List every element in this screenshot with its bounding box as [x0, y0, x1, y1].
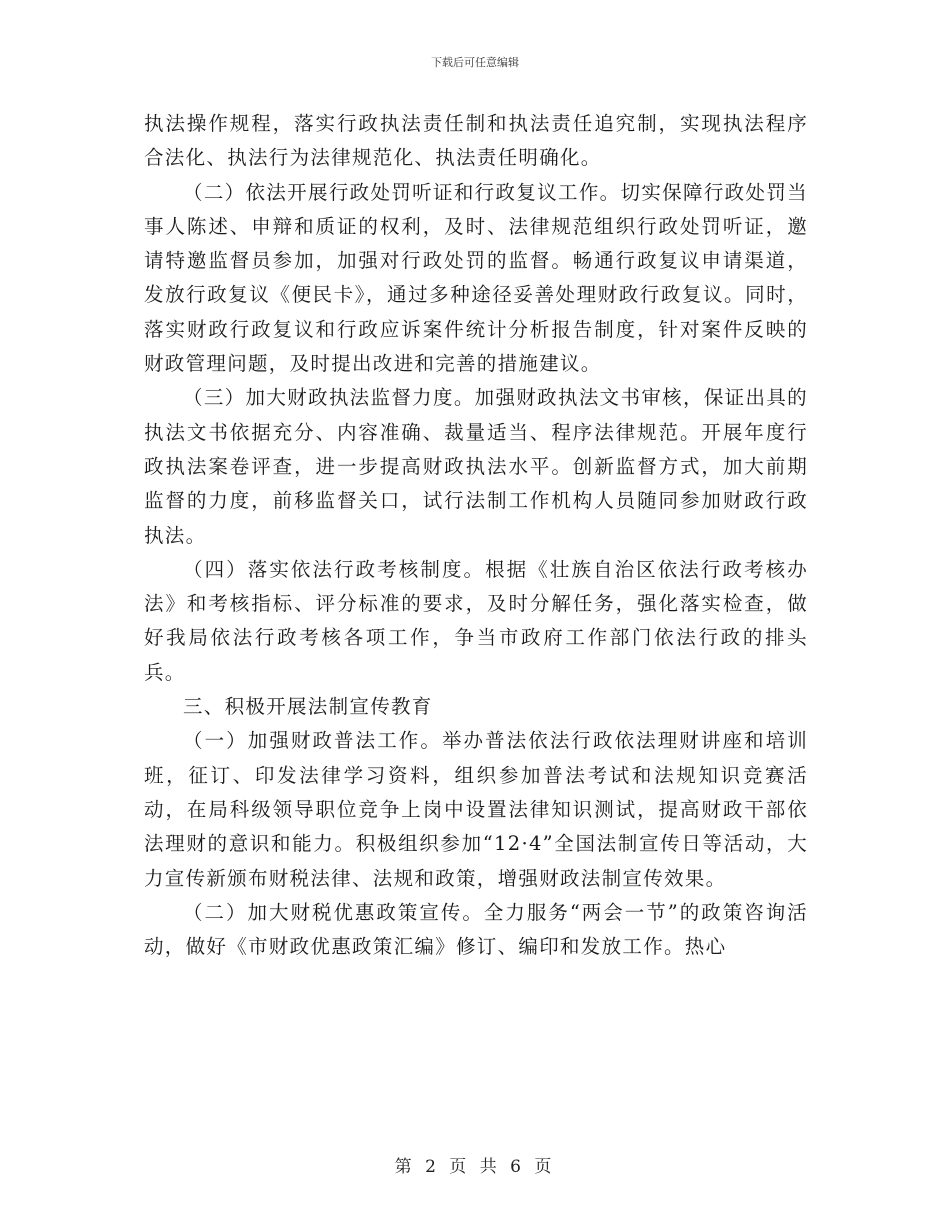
- paragraph-1: 执法操作规程，落实行政执法责任制和执法责任追究制，实现执法程序合法化、执法行为法律规范化、执法责任明确化。: [144, 112, 808, 170]
- section-heading: 三、积极开展法制宣传教育: [183, 695, 433, 719]
- page-footer: 第 2 页 共 6 页: [394, 1157, 556, 1177]
- document-body: [144, 107, 808, 964]
- paragraph-2: （二）依法开展行政处罚听证和行政复议工作。切实保障行政处罚当事人陈述、申辩和质证的权利，及时、法律规范组织行政处罚听证，邀请特邀监督员参加，加强对行政处罚的监督。畅通行政复议申请渠道，发放行政复议《便民卡》，通过多种途径妥善处理财政行政复议。同时，落实财政行政复议和行政应诉案件统计分析报告制度，针对案件反映的财政管理问题，及时提出改进和完善的措施建议。: [144, 180, 808, 376]
- paragraph-6: （二）加大财税优惠政策宣传。全力服务“两会一节”的政策咨询活动，做好《市财政优惠政策汇编》修订、编印和发放工作。热心: [144, 900, 808, 959]
- paragraph-3: （三）加大财政执法监督力度。加强财政执法文书审核，保证出具的执法文书依据充分、内容准确、裁量适当、程序法律规范。开展年度行政执法案卷评查，进一步提高财政执法水平。创新监督方式，加大前期监督的力度，前移监督关口，试行法制工作机构人员随同参加财政行政执法。: [144, 386, 808, 547]
- paragraph-5: （一）加强财政普法工作。举办普法依法行政依法理财讲座和培训班，征订、印发法律学习资料，组织参加普法考试和法规知识竞赛活动，在局科级领导职位竞争上岗中设置法律知识测试，提高财政干部依法理财的意识和能力。积极组织参加“12·4”全国法制宣传日等活动，大力宣传新颁布财税法律、法规和政策，增强财政法制宣传效果。: [144, 729, 808, 890]
- page-header: 下载后可任意编辑: [431, 56, 519, 69]
- paragraph-4: （四）落实依法行政考核制度。根据《壮族自治区依法行政考核办法》和考核指标、评分标准的要求，及时分解任务，强化落实检查，做好我局依法行政考核各项工作，争当市政府工作部门依法行政的排头兵。: [144, 557, 808, 684]
